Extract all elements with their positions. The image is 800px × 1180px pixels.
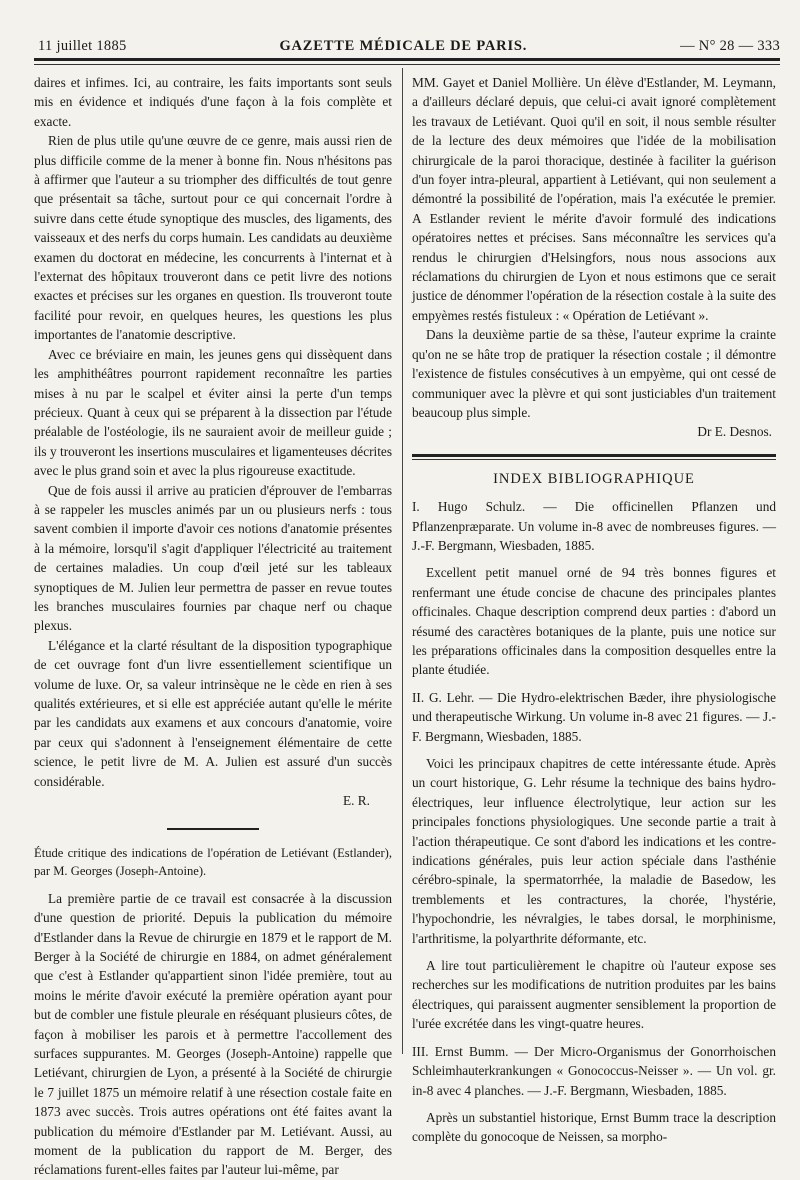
paragraph: Dans la deuxième partie de sa thèse, l'auteur exprime la crainte qu'on ne se hâte trop de pratiquer la résection costale ; il démontre l'existence de fistules consécutives à un empyème, qui ont cessé de communiquer avec la plèvre et qui sont justiciables d'un traitement beaucoup plus simple. bbox=[412, 327, 776, 420]
section-rule-thin bbox=[412, 459, 776, 460]
article-title: Étude critique des indications de l'opération de Letiévant (Estlander), par M. Georges (Joseph-Antoine). bbox=[34, 845, 392, 879]
article-separator bbox=[167, 828, 259, 830]
left-column bbox=[34, 73, 392, 1180]
bibliography-entry-text: A lire tout particulièrement le chapitre où l'auteur expose ses recherches sur les modifications de nutrition produites par les bains électriques, qui paraissent augmenter sensiblement la proportion de l'urée excrétée dans les vingt-quatre heures. bbox=[412, 958, 776, 1032]
column-divider bbox=[402, 68, 403, 1054]
header-rule-thin bbox=[34, 64, 780, 65]
bibliography-entry-title: I. Hugo Schulz. — Die officinellen Pflanzen und Pflanzenpræparate. Un volume in-8 avec de nombreuses figures. — J.-F. Bergmann, Wiesbaden, 1885. bbox=[412, 499, 776, 553]
issue-date: 11 juillet 1885 bbox=[38, 38, 127, 54]
bibliography-entry-text: Excellent petit manuel orné de 94 très bonnes figures et renfermant une étude concise de chacune des principales plantes officinales. Chaque description comprend deux parties : d'abord un résumé des caractères botaniques de la plante, puis une notice sur les préparations officinales dans la composition desquelles entre la plante étudiée. bbox=[412, 565, 776, 678]
paragraph: Rien de plus utile qu'une œuvre de ce genre, mais aussi rien de plus difficile comme de la mener à bonne fin. Nous n'hésitons pas à affirmer que l'auteur a su triompher des difficultés de tout genre que présentait sa tâche, surtout pour ce qui concernait l'ordre à suivre dans cette étude synoptique des muscles, des ligaments, des vaisseaux et des nerfs du corps humain. Les candidats au deuxième examen du doctorat en médecine, les concurrents à l'internat et à l'externat des hôpitaux trouveront dans ce petit livre des notions exactes et précises sur les organes en question. Ils trouveront toute facilité pour revoir, en quelques heures, les questions les plus importantes de l'anatomie descriptive. bbox=[34, 133, 392, 343]
paragraph: MM. Gayet et Daniel Mollière. Un élève d'Estlander, M. Leymann, a d'ailleurs déclaré depuis, que celui-ci avait ignoré complètement les travaux de Letiévant. Quoi qu'il en soit, il nous semble résulter de la lecture des deux mémoires que l'idée de la mobilisation chirurgicale de la paroi thoracique, destinée à faciliter la guérison d'un foyer intra-pleural, appartient à Letiévant, qui non seulement a démontré la possibilité de l'opération, mais l'a exécutée le premier. A Estlander revient le mérite d'avoir formulé des indications opératoires nettes et précises. Sans méconnaître les services qu'a rendus le chirurgien d'Helsingfors, nous nous associons aux réclamations du chirurgien de Lyon et nous estimons que ce serait justice de dénommer l'opération de la résection costale à la suite des empyèmes restés fistuleux : « Opération de Letiévant ». bbox=[412, 75, 776, 323]
bibliography-entry-text: Après un substantiel historique, Ernst Bumm trace la description complète du gonocoque de Neissen, sa morpho- bbox=[412, 1109, 776, 1145]
journal-title: GAZETTE MÉDICALE DE PARIS. bbox=[279, 38, 528, 54]
paragraph: daires et infimes. Ici, au contraire, les faits importants sont seuls mis en évidence et indiqués d'une façon à la fois complète et exacte. bbox=[34, 75, 392, 129]
bibliography-entry-title: III. Ernst Bumm. — Der Micro-Organismus der Gonorrhoischen Schleimhauterkrankungen « Gonococcus-Neisser ». — Un vol. gr. in-8 avec 4 planches. — J.-F. Bergmann, Wiesbaden, 1885. bbox=[412, 1043, 776, 1098]
signature: E. R. bbox=[343, 793, 370, 809]
signature: Dr E. Desnos. bbox=[697, 424, 772, 440]
paragraph: L'élégance et la clarté résultant de la disposition typographique de cet ouvrage font d'un livre essentiellement scientifique un volume de luxe. Or, sa valeur intrinsèque ne le cède en rien à ses qualités extérieures, et si elle est appréciée autant qu'elle le mérite par les candidats aux examens et aux concours d'anatomie, voire par ceux qui s'adonnent à l'enseignement élémentaire de cette science, le petit livre de M. A. Julien est assuré d'un succès considérable. bbox=[34, 637, 392, 789]
header-rule-thick bbox=[34, 58, 780, 61]
section-heading: INDEX BIBLIOGRAPHIQUE bbox=[493, 470, 695, 487]
paragraph: La première partie de ce travail est consacrée à la discussion d'une question de priorité. Depuis la publication du mémoire d'Estlander dans la Revue de chirurgie en 1879 et le rapport de M. Berger à la Société de chirurgie en 1884, on admet généralement que c'est à Estlander qu'appartient sinon l'idée première, tout au moins le mérite d'avoir exécuté la première opération ayant pour but de combler une fistule pleurale en réséquant plusieurs côtes, de façon à mobiliser les parois et à permettre l'accollement des surfaces suppurantes. M. Georges (Joseph-Antoine) rappelle que Letiévant, chirurgien de Lyon, a présenté à la Société de chirurgie le 7 juillet 1875 un mémoire relatif à une résection costale faite en 1873 avec succès. Trois autres opérations ont été faites avant la publication du mémoire d'Estlander par M. Letiévant. Aussi, au moment de la publication du rapport de M. Berger, des réclamations furent-elles faites par l'auteur lui-même, par bbox=[34, 890, 392, 1178]
bibliography-entry-text: Voici les principaux chapitres de cette intéressante étude. Après un court historique, G. Lehr résume la technique des bains hydro-électriques, leur influence électrolytique, leur action sur les principales fonctions physiologiques. Une seconde partie a trait à l'action thérapeutique. Ce sont d'abord les indications et les contre-indications générales, puis leur action spéciale dans l'asthénie cérébro-spinale, la spermatorrhée, la maladie de Basedow, les tremblements et les contractures, la chorée, l'hystérie, l'hypochondrie, les névralgies, le tabes dorsal, le morphinisme, l'arthritisme, la polyarthrite déformante, etc. bbox=[412, 756, 776, 946]
running-header bbox=[38, 38, 780, 55]
right-column bbox=[412, 73, 776, 1147]
section-rule-thick bbox=[412, 454, 776, 457]
paragraph: Que de fois aussi il arrive au praticien d'éprouver de l'embarras à se rappeler les muscles animés par un ou plusieurs nerfs : tous savent combien il importe d'avoir ces notions d'anatomie présentes à la mémoire, lorsqu'il s'agit d'appliquer l'électricité au traitement de certaines maladies. Un coup d'œil jeté sur les tableaux synoptiques de M. Julien leur permettra de passer en revue toutes les branches musculaires fournies par chaque nerf ou chaque plexus. bbox=[34, 482, 392, 634]
paragraph: Avec ce bréviaire en main, les jeunes gens qui dissèquent dans les amphithéâtres pourront rapidement reconnaître les parties mises à nu par le scalpel et éviter ainsi la perte d'un temps précieux. Quant à ceux qui se préparent à la dissection par l'étude préalable de l'ostéologie, ils ne sauraient avoir de meilleur guide ; ils y trouveront les insertions musculaires et ligamenteuses décrites avec le plus grand soin et avec la plus rigoureuse exactitude. bbox=[34, 346, 392, 479]
bibliography-entry-title: II. G. Lehr. — Die Hydro-elektrischen Bæder, ihre physiologische und therapeutische Wirkung. Un volume in-8 avec 21 figures. — J.-F. Bergmann, Wiesbaden, 1885. bbox=[412, 689, 776, 744]
issue-page-number: — N° 28 — 333 bbox=[680, 38, 780, 54]
